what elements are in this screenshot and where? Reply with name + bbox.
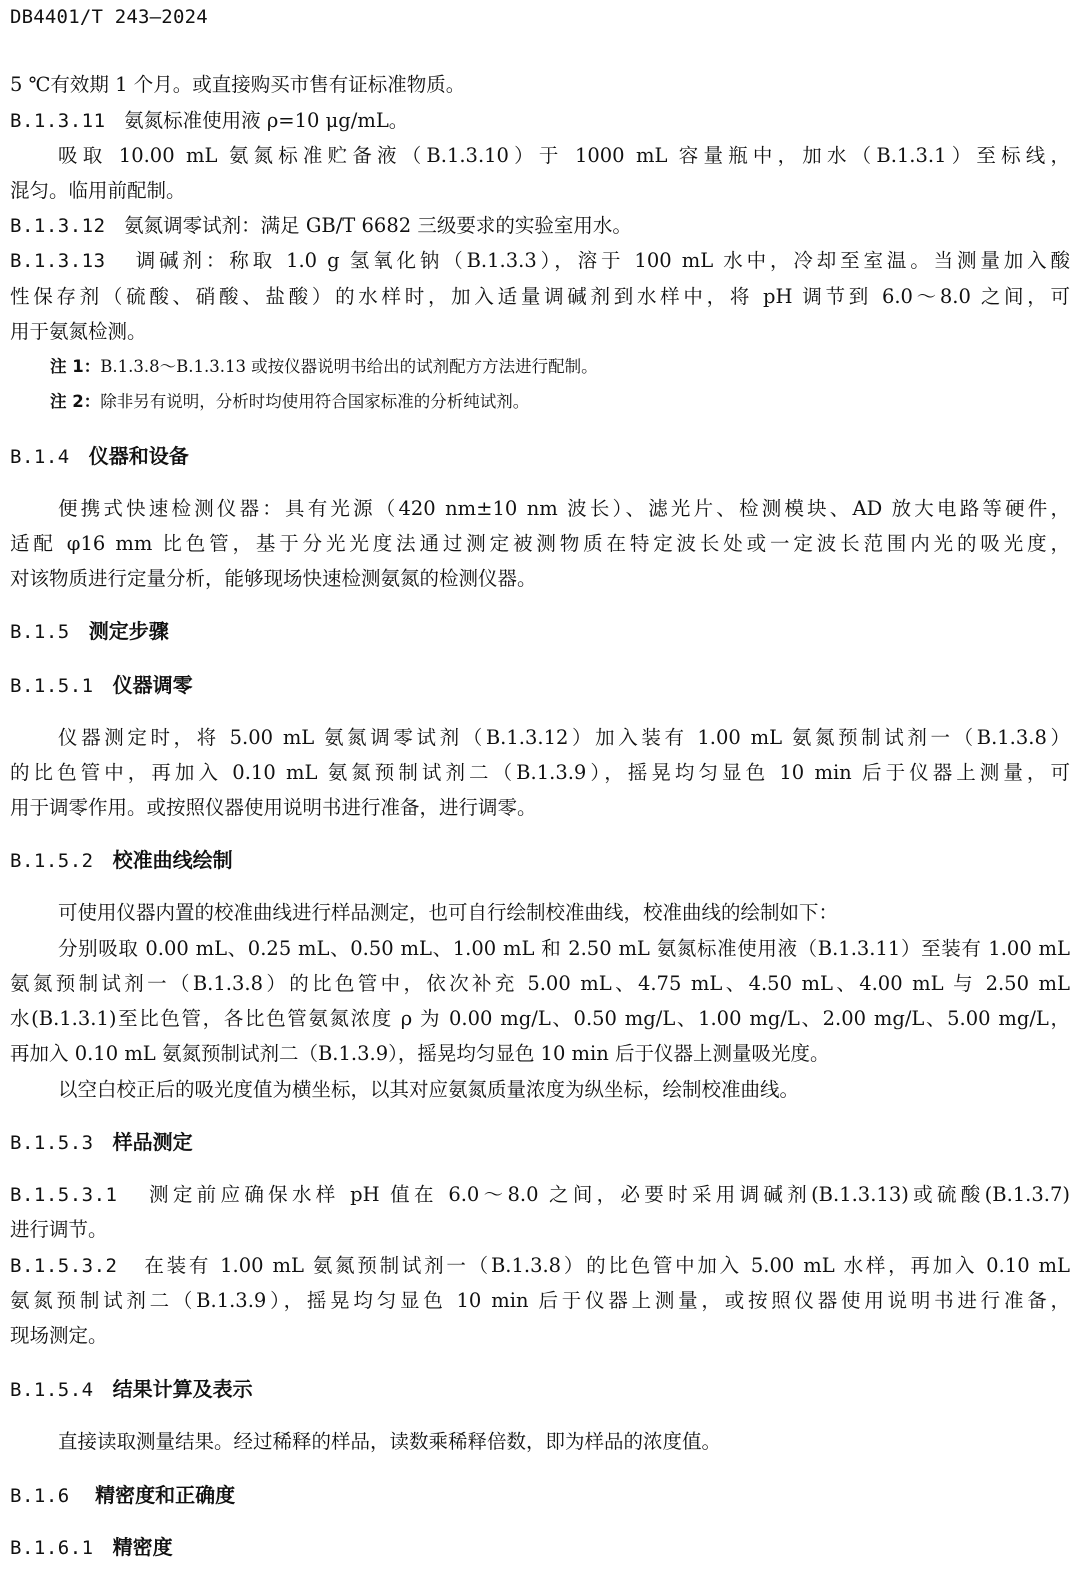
clause-number: B.1.3.13 — [10, 250, 106, 272]
section-heading — [10, 1481, 235, 1510]
text-line: 适配 φ16 mm 比色管，基于分光光度法通过测定被测物质在特定波长处或一定波长范围内光的吸光度， — [10, 532, 1070, 555]
text-line: 再加入 0.10 mL 氨氮预制试剂二（B.1.3.9），摇晃均匀显色 10 min 后于仪器上测量吸光度。 — [10, 1042, 830, 1065]
clause-line — [10, 108, 1070, 134]
text-line: 的比色管中，再加入 0.10 mL 氨氮预制试剂二（B.1.3.9），摇晃均匀显色 10 min 后于仪器上测量，可 — [10, 761, 1070, 784]
text-line: 吸取 10.00 mL 氨氮标准贮备液（B.1.3.10）于 1000 mL 容量瓶中，加水（B.1.3.1）至标线， — [58, 144, 1070, 167]
section-number: B.1.5.1 — [10, 675, 94, 697]
section-title: 结果计算及表示 — [112, 1377, 253, 1401]
section-number: B.1.6.1 — [10, 1537, 94, 1559]
clause-line — [10, 213, 1070, 239]
text-line: 混匀。临用前配制。 — [10, 179, 186, 202]
clause-number: B.1.5.3.2 — [10, 1255, 118, 1277]
clause-text: 在装有 1.00 mL 氨氮预制试剂一（B.1.3.8）的比色管中加入 5.00 mL 水样，再加入 0.10 mL — [144, 1254, 1070, 1277]
document-code-header: DB4401/T 243—2024 — [10, 6, 208, 28]
section-heading — [10, 1533, 173, 1562]
section-heading — [10, 671, 193, 700]
section-title: 校准曲线绘制 — [112, 848, 233, 872]
text-line: 水(B.1.3.1)至比色管，各比色管氨氮浓度 ρ 为 0.00 mg/L、0.50 mg/L、1.00 mg/L、2.00 mg/L、5.00 mg/L， — [10, 1007, 1070, 1030]
note-text: B.1.3.8～B.1.3.13 或按仪器说明书给出的试剂配方方法进行配制。 — [100, 357, 598, 376]
text-line: 便携式快速检测仪器：具有光源（420 nm±10 nm 波长）、滤光片、检测模块、AD 放大电路等硬件， — [58, 497, 1070, 520]
text-line: 氨氮预制试剂二（B.1.3.9），摇晃均匀显色 10 min 后于仪器上测量，或按照仪器使用说明书进行准备， — [10, 1289, 1070, 1312]
section-number: B.1.5.2 — [10, 850, 94, 872]
clause-number: B.1.3.11 — [10, 110, 106, 132]
clause-number: B.1.3.12 — [10, 215, 106, 237]
clause-line — [10, 1253, 1070, 1279]
text-line: 用于氨氮检测。 — [10, 320, 147, 343]
section-heading — [10, 617, 169, 646]
section-heading — [10, 1375, 253, 1404]
note-1 — [50, 355, 598, 379]
section-heading — [10, 1128, 193, 1157]
text-line: 直接读取测量结果。经过稀释的样品，读数乘稀释倍数，即为样品的浓度值。 — [58, 1430, 722, 1453]
clause-line — [10, 1182, 1070, 1208]
section-heading — [10, 442, 189, 471]
text-line: 可使用仪器内置的校准曲线进行样品测定，也可自行绘制校准曲线，校准曲线的绘制如下： — [58, 901, 839, 924]
section-number: B.1.5 — [10, 621, 70, 643]
clause-text: 氨氮标准使用液 ρ=10 μg/mL。 — [124, 109, 409, 132]
text-line: 性保存剂（硫酸、硝酸、盐酸）的水样时，加入适量调碱剂到水样中，将 pH 调节到 6.0～8.0 之间，可 — [10, 285, 1070, 308]
note-2 — [50, 390, 529, 414]
clause-text: 测定前应确保水样 pH 值在 6.0～8.0 之间，必要时采用调碱剂(B.1.3.13)或硫酸(B.1.3.7) — [149, 1183, 1070, 1206]
section-number: B.1.5.4 — [10, 1379, 94, 1401]
text-line: 分别吸取 0.00 mL、0.25 mL、0.50 mL、1.00 mL 和 2.50 mL 氨氮标准使用液（B.1.3.11）至装有 1.00 mL — [58, 937, 1070, 960]
note-text: 除非另有说明，分析时均使用符合国家标准的分析纯试剂。 — [100, 392, 530, 411]
section-number: B.1.5.3 — [10, 1132, 94, 1154]
clause-text: 调碱剂：称取 1.0 g 氢氧化钠（B.1.3.3），溶于 100 mL 水中，冷却至室温。当测量加入酸 — [135, 249, 1070, 272]
section-heading — [10, 846, 233, 875]
text-line: 对该物质进行定量分析，能够现场快速检测氨氮的检测仪器。 — [10, 567, 537, 590]
section-title: 精密度和正确度 — [95, 1483, 236, 1507]
section-title: 测定步骤 — [88, 619, 169, 643]
text-line: 氨氮预制试剂一（B.1.3.8）的比色管中，依次补充 5.00 mL、4.75 mL、4.50 mL、4.00 mL 与 2.50 mL — [10, 972, 1070, 995]
clause-line — [10, 248, 1070, 274]
text-line: 5 ℃有效期 1 个月。或直接购买市售有证标准物质。 — [10, 73, 466, 96]
note-label: 注 2： — [50, 392, 101, 411]
text-line: 仪器测定时，将 5.00 mL 氨氮调零试剂（B.1.3.12）加入装有 1.00 mL 氨氮预制试剂一（B.1.3.8） — [58, 726, 1070, 749]
section-number: B.1.6 — [10, 1485, 70, 1507]
section-title: 精密度 — [112, 1535, 173, 1559]
note-label: 注 1： — [50, 357, 101, 376]
clause-text: 氨氮调零试剂：满足 GB/T 6682 三级要求的实验室用水。 — [124, 214, 632, 237]
section-title: 样品测定 — [112, 1130, 193, 1154]
section-title: 仪器和设备 — [88, 444, 189, 468]
section-title: 仪器调零 — [112, 673, 193, 697]
text-line: 进行调节。 — [10, 1218, 108, 1241]
text-line: 以空白校正后的吸光度值为横坐标，以其对应氨氮质量浓度为纵坐标，绘制校准曲线。 — [58, 1078, 800, 1101]
clause-number: B.1.5.3.1 — [10, 1184, 118, 1206]
text-line: 现场测定。 — [10, 1324, 108, 1347]
section-number: B.1.4 — [10, 446, 70, 468]
text-line: 用于调零作用。或按照仪器使用说明书进行准备，进行调零。 — [10, 796, 537, 819]
